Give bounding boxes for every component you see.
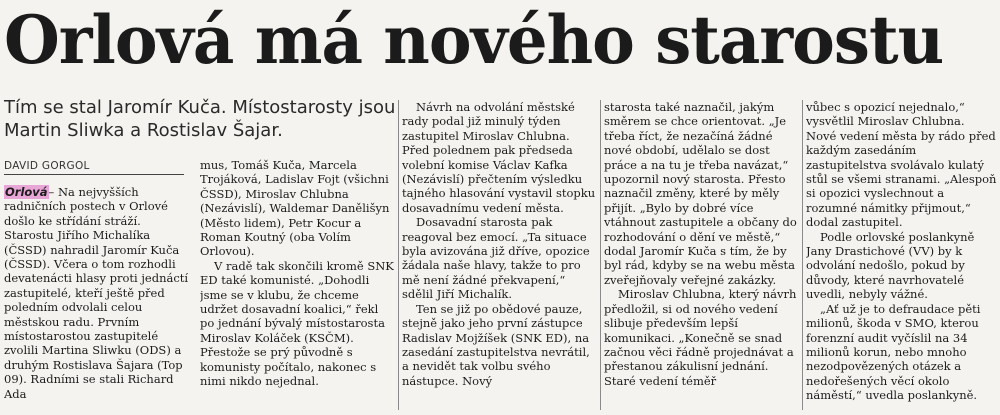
paragraph: vůbec s opozicí nejednalo,“ vysvětlil Miroslav Chlubna. Nové vedení města by rádo před každým zasedáním zastupitelstva svolávalo kulatý stůl se všemi stranami. „Alespoň si opozici vyslechnout a rozumné námitky přijmout,“ dodal zastupitel. [806,100,997,230]
article-column-4 [604,100,800,412]
article-column-1 [4,185,194,411]
paragraph: „Ať už je to defraudace pěti milionů, škoda v SMO, kterou forenzní audit vyčíslil na 34 milionů korun, nebo mnoho nezodpovězených otázek a nedořešených věcí okolo náměstí,“ uvedla poslankyně. [806,301,981,403]
lead-paragraph [4,185,194,401]
column-divider [398,100,399,410]
paragraph: mus, Tomáš Kuča, Marcela Trojáková, Ladislav Fojt (všichni ČSSD), Miroslav Chlubna (Nezávislí), Waldemar Danělišyn (Město lidem), Petr Kocur a Roman Koutný (oba Volím Orlovou). [200,158,390,259]
article-column-2 [200,158,395,412]
article-column-3 [402,100,598,412]
column-divider [600,100,601,410]
paragraph: Ten se již po obědové pauze, stejně jako jeho první zástupce Radislav Mojžíšek (SNK ED), na zasedání zastupitelstva nevrátil, a nevidět tak volbu svého nástupce. Nový [402,301,590,388]
paragraph: Dosavadní starosta pak reagoval bez emocí. „Ta situace byla avizována již dříve, opozice žádala naše hlavy, takže to pro mě není žádné překvapení,“ sdělil Jiří Michalík. [402,215,590,302]
paragraph: Návrh na odvolání městské rady podal již minulý týden zastupitel Miroslav Chlubna. Před polednem pak předseda volební komise Václav Kafka (Nezávislí) přečtením výsledku tajného hlasování vystavil stopku dosavadnímu vedení města. [402,100,596,215]
column-divider [802,100,803,410]
author-byline: DAVID GORGOL [4,160,184,175]
article-column-5 [806,100,998,412]
paragraph: starosta také naznačil, jakým směrem se chce orientovat. „Je třeba říct, že nezačíná žádné nové období, udělalo se dost práce a na tu je třeba navázat,“ upozornil nový starosta. Přesto naznačil změny, které by měly přijít. „Bylo by dobré více vtáhnout zastupitele a občany do rozhodování o dění ve městě,“ dodal Jaromír Kuča s tím, že by byl rád, kdyby se na webu města zveřejňovaly veřejné zakázky. [604,100,797,287]
dateline: Orlová [5,185,48,199]
subheadline: Tím se stal Jaromír Kuča. Místostarosty jsou Martin Sliwka a Rostislav Šajar. [4,97,396,141]
paragraph: V radě tak skončili kromě SNK ED také komunisté. „Dohodli jsme se v klubu, že chceme udržet dosavadní koalici,“ řekl po jednání bývalý místostarosta Miroslav Koláček (KSČM). Přestože se prý původně s komunisty počítalo, nakonec s nimi nikdo nejednal. [200,258,394,389]
lead-text: – Na nejvyšších radničních postech v Orlové došlo ke střídání stráží. Starostu Jiřího Michalíka (ČSSD) nahradil Jaromír Kuča (ČSSD). Včera o tom rozhodli devatenácti hlasy proti jednáctí zastupitelé, kteří ještě před poledním odvolali celou městskou radu. Prvním místostarostou zastupitelé zvolili Martina Sliwku (ODS) a druhým Rostislava Šajara (Top 09). Radními se stali Richard Ada [4,185,189,401]
paragraph: Miroslav Chlubna, který návrh předložil, si od nového vedení slibuje především lepší komunikaci. „Konečně se snad začnou věci řádně projednávat a přestanou zákulisní jednání. Staré vedení téměř [604,287,797,388]
headline: Orlová má nového starostu [4,1,944,79]
paragraph: Podle orlovské poslankyně Jany Drastichové (VV) by k odvolání nedošlo, pokud by důvody, které navrhovatelé uvedli, nebyly vážné. [806,229,975,302]
